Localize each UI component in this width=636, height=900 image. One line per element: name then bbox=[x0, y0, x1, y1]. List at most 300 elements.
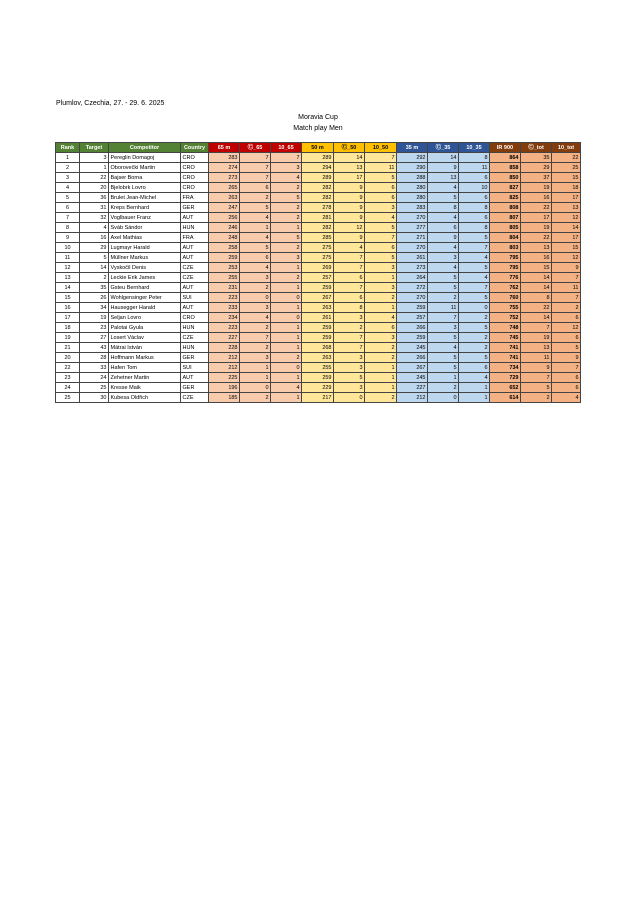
tens-65-cell: 1 bbox=[271, 393, 302, 403]
score-65-cell: 185 bbox=[209, 393, 240, 403]
x-total-cell: 16 bbox=[521, 193, 552, 203]
x-35-cell: 4 bbox=[428, 263, 459, 273]
column-header-x-35: Ⓒ_35 bbox=[428, 143, 459, 153]
x-50-cell: 0 bbox=[334, 393, 365, 403]
total-cell: 741 bbox=[490, 343, 521, 353]
table-row bbox=[56, 223, 581, 233]
results-table bbox=[55, 142, 581, 403]
rank-cell: 11 bbox=[56, 253, 80, 263]
tens-total-cell: 15 bbox=[552, 173, 581, 183]
score-35-cell: 264 bbox=[397, 273, 428, 283]
score-50-cell: 281 bbox=[302, 213, 334, 223]
column-header-country: Country bbox=[181, 143, 209, 153]
target-cell: 23 bbox=[80, 323, 109, 333]
x-65-cell: 2 bbox=[240, 193, 271, 203]
x-total-cell: 17 bbox=[521, 213, 552, 223]
country-cell: CRO bbox=[181, 313, 209, 323]
tens-50-cell: 1 bbox=[365, 373, 397, 383]
table-row bbox=[56, 373, 581, 383]
x-total-cell: 8 bbox=[521, 293, 552, 303]
tens-50-cell: 5 bbox=[365, 173, 397, 183]
total-cell: 745 bbox=[490, 333, 521, 343]
table-row bbox=[56, 313, 581, 323]
rank-cell: 20 bbox=[56, 353, 80, 363]
tens-35-cell: 4 bbox=[459, 253, 490, 263]
score-65-cell: 247 bbox=[209, 203, 240, 213]
x-50-cell: 7 bbox=[334, 253, 365, 263]
country-cell: GER bbox=[181, 203, 209, 213]
target-cell: 30 bbox=[80, 393, 109, 403]
total-cell: 729 bbox=[490, 373, 521, 383]
tens-50-cell: 2 bbox=[365, 353, 397, 363]
rank-cell: 23 bbox=[56, 373, 80, 383]
tens-65-cell: 1 bbox=[271, 223, 302, 233]
x-65-cell: 0 bbox=[240, 293, 271, 303]
tens-65-cell: 3 bbox=[271, 253, 302, 263]
target-cell: 25 bbox=[80, 383, 109, 393]
x-50-cell: 7 bbox=[334, 263, 365, 273]
x-50-cell: 3 bbox=[334, 313, 365, 323]
competitor-cell: Hafen Tom bbox=[109, 363, 181, 373]
x-35-cell: 4 bbox=[428, 213, 459, 223]
x-35-cell: 9 bbox=[428, 233, 459, 243]
tens-35-cell: 7 bbox=[459, 243, 490, 253]
tens-65-cell: 1 bbox=[271, 323, 302, 333]
x-total-cell: 22 bbox=[521, 203, 552, 213]
column-header-50m: 50 m bbox=[302, 143, 334, 153]
country-cell: CZE bbox=[181, 273, 209, 283]
score-50-cell: 285 bbox=[302, 233, 334, 243]
score-50-cell: 282 bbox=[302, 223, 334, 233]
score-35-cell: 290 bbox=[397, 163, 428, 173]
target-cell: 35 bbox=[80, 283, 109, 293]
tens-total-cell: 25 bbox=[552, 163, 581, 173]
x-35-cell: 4 bbox=[428, 243, 459, 253]
country-cell: AUT bbox=[181, 303, 209, 313]
tens-65-cell: 1 bbox=[271, 283, 302, 293]
event-location-date: Plumlov, Czechia, 27. - 29. 6. 2025 bbox=[56, 100, 165, 107]
tens-50-cell: 7 bbox=[365, 233, 397, 243]
competitor-cell: Hausegger Harald bbox=[109, 303, 181, 313]
score-35-cell: 266 bbox=[397, 353, 428, 363]
x-50-cell: 9 bbox=[334, 183, 365, 193]
total-cell: 803 bbox=[490, 243, 521, 253]
table-row bbox=[56, 323, 581, 333]
competitor-cell: Vyskočil Denis bbox=[109, 263, 181, 273]
tens-65-cell: 7 bbox=[271, 153, 302, 163]
score-35-cell: 245 bbox=[397, 373, 428, 383]
score-65-cell: 259 bbox=[209, 253, 240, 263]
score-50-cell: 259 bbox=[302, 373, 334, 383]
competitor-cell: Gsteu Bernhard bbox=[109, 283, 181, 293]
score-65-cell: 227 bbox=[209, 333, 240, 343]
x-35-cell: 1 bbox=[428, 373, 459, 383]
x-65-cell: 1 bbox=[240, 223, 271, 233]
competitor-cell: Zehetner Martin bbox=[109, 373, 181, 383]
target-cell: 1 bbox=[80, 163, 109, 173]
score-35-cell: 270 bbox=[397, 243, 428, 253]
x-total-cell: 29 bbox=[521, 163, 552, 173]
x-65-cell: 2 bbox=[240, 393, 271, 403]
target-cell: 31 bbox=[80, 203, 109, 213]
score-50-cell: 294 bbox=[302, 163, 334, 173]
total-cell: 804 bbox=[490, 233, 521, 243]
table-row bbox=[56, 253, 581, 263]
score-35-cell: 227 bbox=[397, 383, 428, 393]
tens-50-cell: 1 bbox=[365, 273, 397, 283]
x-65-cell: 4 bbox=[240, 213, 271, 223]
competitor-cell: Kubesa Oldřich bbox=[109, 393, 181, 403]
x-65-cell: 4 bbox=[240, 263, 271, 273]
competitor-cell: Bajser Borna bbox=[109, 173, 181, 183]
x-total-cell: 15 bbox=[521, 263, 552, 273]
x-total-cell: 13 bbox=[521, 243, 552, 253]
tens-50-cell: 1 bbox=[365, 303, 397, 313]
tens-35-cell: 5 bbox=[459, 323, 490, 333]
tens-50-cell: 2 bbox=[365, 393, 397, 403]
tens-total-cell: 2 bbox=[552, 303, 581, 313]
competitor-cell: Kresse Maik bbox=[109, 383, 181, 393]
tens-65-cell: 2 bbox=[271, 273, 302, 283]
tens-65-cell: 1 bbox=[271, 373, 302, 383]
total-cell: 652 bbox=[490, 383, 521, 393]
target-cell: 33 bbox=[80, 363, 109, 373]
total-cell: 827 bbox=[490, 183, 521, 193]
tens-65-cell: 5 bbox=[271, 233, 302, 243]
tens-50-cell: 6 bbox=[365, 243, 397, 253]
x-50-cell: 13 bbox=[334, 163, 365, 173]
x-50-cell: 6 bbox=[334, 273, 365, 283]
country-cell: SUI bbox=[181, 363, 209, 373]
competitor-cell: Hoffmann Markus bbox=[109, 353, 181, 363]
tens-total-cell: 7 bbox=[552, 293, 581, 303]
x-50-cell: 6 bbox=[334, 293, 365, 303]
rank-cell: 4 bbox=[56, 183, 80, 193]
tens-total-cell: 17 bbox=[552, 193, 581, 203]
score-65-cell: 196 bbox=[209, 383, 240, 393]
competitor-cell: Mátrai István bbox=[109, 343, 181, 353]
x-total-cell: 37 bbox=[521, 173, 552, 183]
x-35-cell: 14 bbox=[428, 153, 459, 163]
rank-cell: 2 bbox=[56, 163, 80, 173]
country-cell: CRO bbox=[181, 183, 209, 193]
score-50-cell: 269 bbox=[302, 263, 334, 273]
x-35-cell: 8 bbox=[428, 203, 459, 213]
x-50-cell: 9 bbox=[334, 233, 365, 243]
column-header-x-50: Ⓒ_50 bbox=[334, 143, 365, 153]
x-50-cell: 5 bbox=[334, 373, 365, 383]
column-header-target: Target bbox=[80, 143, 109, 153]
country-cell: AUT bbox=[181, 213, 209, 223]
x-50-cell: 3 bbox=[334, 353, 365, 363]
x-35-cell: 3 bbox=[428, 323, 459, 333]
score-35-cell: 270 bbox=[397, 213, 428, 223]
score-65-cell: 283 bbox=[209, 153, 240, 163]
x-total-cell: 14 bbox=[521, 313, 552, 323]
table-row bbox=[56, 303, 581, 313]
tens-total-cell: 6 bbox=[552, 313, 581, 323]
tens-65-cell: 2 bbox=[271, 183, 302, 193]
score-50-cell: 289 bbox=[302, 173, 334, 183]
x-50-cell: 4 bbox=[334, 243, 365, 253]
score-35-cell: 280 bbox=[397, 193, 428, 203]
tens-total-cell: 18 bbox=[552, 183, 581, 193]
tens-35-cell: 7 bbox=[459, 283, 490, 293]
country-cell: CRO bbox=[181, 173, 209, 183]
rank-cell: 24 bbox=[56, 383, 80, 393]
score-65-cell: 258 bbox=[209, 243, 240, 253]
tens-35-cell: 6 bbox=[459, 193, 490, 203]
tens-65-cell: 2 bbox=[271, 353, 302, 363]
country-cell: CRO bbox=[181, 163, 209, 173]
table-row bbox=[56, 173, 581, 183]
tens-50-cell: 4 bbox=[365, 313, 397, 323]
score-50-cell: 289 bbox=[302, 153, 334, 163]
tens-35-cell: 0 bbox=[459, 303, 490, 313]
rank-cell: 17 bbox=[56, 313, 80, 323]
country-cell: HUN bbox=[181, 223, 209, 233]
x-65-cell: 4 bbox=[240, 233, 271, 243]
column-header-ir900: IR 900 bbox=[490, 143, 521, 153]
x-50-cell: 7 bbox=[334, 343, 365, 353]
score-50-cell: 263 bbox=[302, 353, 334, 363]
score-65-cell: 246 bbox=[209, 223, 240, 233]
rank-cell: 9 bbox=[56, 233, 80, 243]
x-35-cell: 5 bbox=[428, 193, 459, 203]
tens-total-cell: 6 bbox=[552, 373, 581, 383]
x-50-cell: 14 bbox=[334, 153, 365, 163]
score-50-cell: 275 bbox=[302, 253, 334, 263]
rank-cell: 15 bbox=[56, 293, 80, 303]
x-65-cell: 7 bbox=[240, 153, 271, 163]
score-35-cell: 273 bbox=[397, 263, 428, 273]
tens-35-cell: 5 bbox=[459, 293, 490, 303]
target-cell: 5 bbox=[80, 253, 109, 263]
target-cell: 34 bbox=[80, 303, 109, 313]
target-cell: 28 bbox=[80, 353, 109, 363]
tens-35-cell: 6 bbox=[459, 363, 490, 373]
table-row bbox=[56, 333, 581, 343]
x-50-cell: 9 bbox=[334, 203, 365, 213]
target-cell: 43 bbox=[80, 343, 109, 353]
score-50-cell: 267 bbox=[302, 293, 334, 303]
x-35-cell: 3 bbox=[428, 253, 459, 263]
total-cell: 795 bbox=[490, 263, 521, 273]
tens-50-cell: 6 bbox=[365, 323, 397, 333]
table-row bbox=[56, 243, 581, 253]
rank-cell: 19 bbox=[56, 333, 80, 343]
rank-cell: 25 bbox=[56, 393, 80, 403]
country-cell: GER bbox=[181, 353, 209, 363]
total-cell: 752 bbox=[490, 313, 521, 323]
score-35-cell: 259 bbox=[397, 333, 428, 343]
tens-total-cell: 9 bbox=[552, 353, 581, 363]
x-35-cell: 7 bbox=[428, 313, 459, 323]
competitor-cell: Pereglin Domagoj bbox=[109, 153, 181, 163]
competitor-cell: Oborovečki Martin bbox=[109, 163, 181, 173]
tens-35-cell: 2 bbox=[459, 333, 490, 343]
score-65-cell: 223 bbox=[209, 293, 240, 303]
total-cell: 808 bbox=[490, 203, 521, 213]
score-35-cell: 266 bbox=[397, 323, 428, 333]
total-cell: 858 bbox=[490, 163, 521, 173]
tens-35-cell: 8 bbox=[459, 203, 490, 213]
x-35-cell: 5 bbox=[428, 333, 459, 343]
column-header-35m: 35 m bbox=[397, 143, 428, 153]
target-cell: 3 bbox=[80, 153, 109, 163]
table-row bbox=[56, 163, 581, 173]
tens-35-cell: 2 bbox=[459, 343, 490, 353]
x-65-cell: 6 bbox=[240, 183, 271, 193]
column-header-x-tot: Ⓒ_tot bbox=[521, 143, 552, 153]
x-50-cell: 9 bbox=[334, 193, 365, 203]
country-cell: SUI bbox=[181, 293, 209, 303]
column-header-rank: Rank bbox=[56, 143, 80, 153]
score-35-cell: 288 bbox=[397, 173, 428, 183]
rank-cell: 12 bbox=[56, 263, 80, 273]
x-35-cell: 4 bbox=[428, 183, 459, 193]
target-cell: 16 bbox=[80, 233, 109, 243]
tens-total-cell: 22 bbox=[552, 153, 581, 163]
score-65-cell: 225 bbox=[209, 373, 240, 383]
score-65-cell: 265 bbox=[209, 183, 240, 193]
score-65-cell: 212 bbox=[209, 363, 240, 373]
total-cell: 760 bbox=[490, 293, 521, 303]
score-35-cell: 212 bbox=[397, 393, 428, 403]
x-65-cell: 3 bbox=[240, 303, 271, 313]
score-50-cell: 275 bbox=[302, 243, 334, 253]
competitor-cell: Voglbauer Franz bbox=[109, 213, 181, 223]
target-cell: 2 bbox=[80, 273, 109, 283]
competitor-cell: Brulet Jean-Michel bbox=[109, 193, 181, 203]
x-35-cell: 0 bbox=[428, 393, 459, 403]
table-row bbox=[56, 293, 581, 303]
tens-50-cell: 3 bbox=[365, 283, 397, 293]
total-cell: 776 bbox=[490, 273, 521, 283]
column-header-x-65: Ⓒ_65 bbox=[240, 143, 271, 153]
tens-35-cell: 2 bbox=[459, 313, 490, 323]
tens-50-cell: 1 bbox=[365, 383, 397, 393]
x-total-cell: 11 bbox=[521, 353, 552, 363]
x-50-cell: 2 bbox=[334, 323, 365, 333]
competitor-cell: Sváb Sándor bbox=[109, 223, 181, 233]
tens-total-cell: 5 bbox=[552, 343, 581, 353]
table-row bbox=[56, 353, 581, 363]
x-50-cell: 3 bbox=[334, 363, 365, 373]
target-cell: 36 bbox=[80, 193, 109, 203]
score-65-cell: 234 bbox=[209, 313, 240, 323]
x-total-cell: 9 bbox=[521, 363, 552, 373]
table-row bbox=[56, 343, 581, 353]
table-row bbox=[56, 393, 581, 403]
x-35-cell: 5 bbox=[428, 283, 459, 293]
x-50-cell: 8 bbox=[334, 303, 365, 313]
x-total-cell: 14 bbox=[521, 273, 552, 283]
country-cell: AUT bbox=[181, 243, 209, 253]
tens-35-cell: 1 bbox=[459, 383, 490, 393]
tens-total-cell: 12 bbox=[552, 323, 581, 333]
tens-65-cell: 2 bbox=[271, 203, 302, 213]
x-total-cell: 19 bbox=[521, 183, 552, 193]
score-50-cell: 259 bbox=[302, 333, 334, 343]
competitor-cell: Kreps Bernhard bbox=[109, 203, 181, 213]
tens-total-cell: 17 bbox=[552, 233, 581, 243]
score-35-cell: 280 bbox=[397, 183, 428, 193]
x-35-cell: 5 bbox=[428, 273, 459, 283]
competitor-cell: Leckie Erik James bbox=[109, 273, 181, 283]
tens-50-cell: 6 bbox=[365, 183, 397, 193]
score-50-cell: 282 bbox=[302, 193, 334, 203]
x-65-cell: 1 bbox=[240, 373, 271, 383]
total-cell: 807 bbox=[490, 213, 521, 223]
tens-65-cell: 1 bbox=[271, 303, 302, 313]
tens-65-cell: 0 bbox=[271, 363, 302, 373]
score-35-cell: 261 bbox=[397, 253, 428, 263]
column-header-10-tot: 10_tot bbox=[552, 143, 581, 153]
target-cell: 20 bbox=[80, 183, 109, 193]
score-50-cell: 278 bbox=[302, 203, 334, 213]
score-50-cell: 217 bbox=[302, 393, 334, 403]
tens-65-cell: 2 bbox=[271, 213, 302, 223]
x-35-cell: 5 bbox=[428, 363, 459, 373]
country-cell: FRA bbox=[181, 233, 209, 243]
rank-cell: 5 bbox=[56, 193, 80, 203]
table-body bbox=[56, 153, 581, 403]
tens-65-cell: 3 bbox=[271, 163, 302, 173]
target-cell: 22 bbox=[80, 173, 109, 183]
x-65-cell: 7 bbox=[240, 163, 271, 173]
rank-cell: 8 bbox=[56, 223, 80, 233]
table-row bbox=[56, 363, 581, 373]
tens-50-cell: 1 bbox=[365, 363, 397, 373]
tens-50-cell: 5 bbox=[365, 223, 397, 233]
score-65-cell: 274 bbox=[209, 163, 240, 173]
column-header-10-65: 10_65 bbox=[271, 143, 302, 153]
x-65-cell: 7 bbox=[240, 333, 271, 343]
x-50-cell: 3 bbox=[334, 383, 365, 393]
score-50-cell: 263 bbox=[302, 303, 334, 313]
score-50-cell: 268 bbox=[302, 343, 334, 353]
score-65-cell: 228 bbox=[209, 343, 240, 353]
tens-35-cell: 8 bbox=[459, 223, 490, 233]
table-row bbox=[56, 263, 581, 273]
tens-35-cell: 5 bbox=[459, 263, 490, 273]
tens-total-cell: 12 bbox=[552, 253, 581, 263]
tens-total-cell: 14 bbox=[552, 223, 581, 233]
score-35-cell: 292 bbox=[397, 153, 428, 163]
table-row bbox=[56, 193, 581, 203]
x-65-cell: 7 bbox=[240, 173, 271, 183]
total-cell: 755 bbox=[490, 303, 521, 313]
tens-35-cell: 5 bbox=[459, 233, 490, 243]
score-65-cell: 231 bbox=[209, 283, 240, 293]
x-65-cell: 2 bbox=[240, 343, 271, 353]
total-cell: 850 bbox=[490, 173, 521, 183]
score-65-cell: 223 bbox=[209, 323, 240, 333]
total-cell: 795 bbox=[490, 253, 521, 263]
x-35-cell: 11 bbox=[428, 303, 459, 313]
rank-cell: 6 bbox=[56, 203, 80, 213]
competition-title: Moravia Cup bbox=[298, 114, 338, 121]
column-header-10-35: 10_35 bbox=[459, 143, 490, 153]
tens-65-cell: 5 bbox=[271, 193, 302, 203]
x-total-cell: 16 bbox=[521, 253, 552, 263]
competitor-cell: Palotai Gyula bbox=[109, 323, 181, 333]
score-65-cell: 233 bbox=[209, 303, 240, 313]
tens-65-cell: 0 bbox=[271, 313, 302, 323]
x-65-cell: 0 bbox=[240, 383, 271, 393]
tens-50-cell: 11 bbox=[365, 163, 397, 173]
